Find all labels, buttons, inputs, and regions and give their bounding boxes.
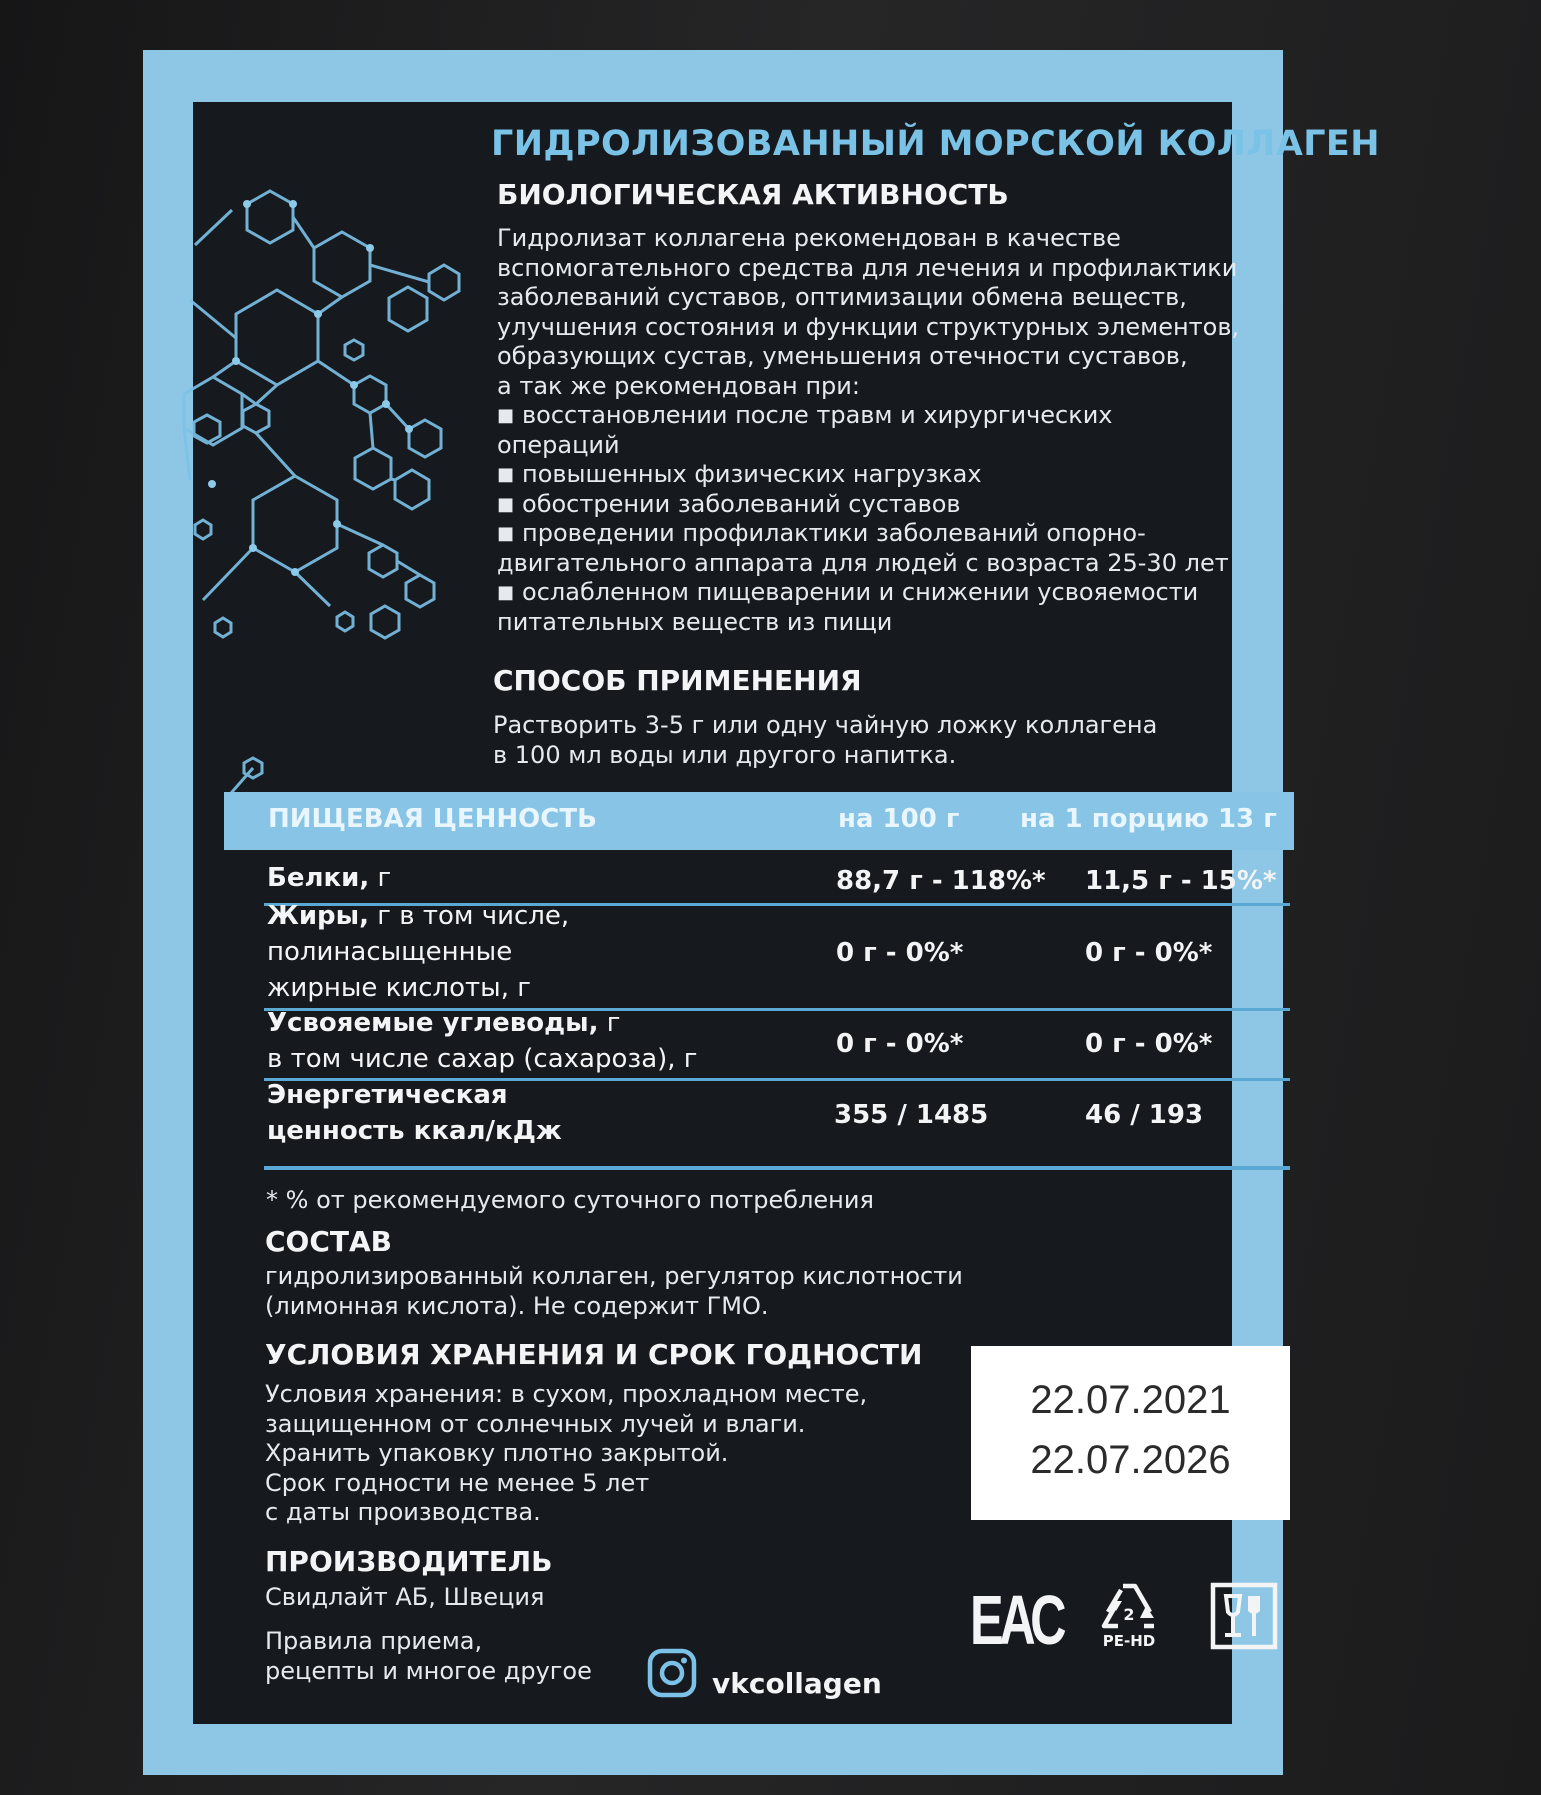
storage-line: защищенном от солнечных лучей и влаги. bbox=[265, 1409, 806, 1438]
composition-line: гидролизированный коллаген, регулятор кислотности bbox=[265, 1262, 963, 1290]
composition-heading: СОСТАВ bbox=[265, 1225, 393, 1258]
storage-line: с даты производства. bbox=[265, 1498, 541, 1526]
bio-line: улучшения состояния и функции структурных элементов, bbox=[497, 312, 1240, 341]
col-per-100g: на 100 г bbox=[838, 804, 960, 834]
eac-mark: ЕАС bbox=[970, 1581, 1063, 1659]
col-per-serving: на 1 порцию 13 г bbox=[1020, 804, 1277, 834]
table-divider bbox=[264, 1166, 1290, 1170]
value-per-serving: 46 / 193 bbox=[1085, 1100, 1204, 1130]
nutrition-header: ПИЩЕВАЯ ЦЕННОСТЬ bbox=[268, 804, 597, 834]
composition-text bbox=[265, 1262, 963, 1321]
expiry-date: 22.07.2026 bbox=[1030, 1438, 1231, 1482]
bio-bullet-cont: двигательного аппарата для людей с возраста 25-30 лет bbox=[497, 548, 1229, 577]
value-per-100g: 355 / 1485 bbox=[834, 1100, 989, 1130]
bio-line: образующих сустав, уменьшения отечности суставов, bbox=[497, 342, 1188, 370]
nutrient-name: Энергетическая bbox=[267, 1080, 508, 1110]
composition-line: (лимонная кислота). Не содержит ГМО. bbox=[265, 1291, 769, 1320]
date-stamp bbox=[971, 1346, 1290, 1520]
bio-bullet: ■ восстановлении после травм и хирургических bbox=[497, 401, 1239, 431]
value-per-100g: 0 г - 0%* bbox=[836, 1029, 964, 1059]
bio-line: вспомогательного средства для лечения и профилактики bbox=[497, 253, 1238, 282]
social-line: Правила приема, bbox=[265, 1627, 483, 1655]
storage-line: Хранить упаковку плотно закрытой. bbox=[265, 1439, 729, 1467]
storage-text bbox=[265, 1380, 867, 1528]
value-per-serving: 11,5 г - 15%* bbox=[1085, 866, 1277, 896]
bio-line: заболеваний суставов, оптимизации обмена веществ, bbox=[497, 283, 1187, 311]
social-line: рецепты и многое другое bbox=[265, 1656, 592, 1685]
nutrient-label bbox=[267, 1077, 562, 1149]
value-per-serving: 0 г - 0%* bbox=[1085, 1029, 1213, 1059]
bio-bullet: ■ обострении заболеваний суставов bbox=[497, 490, 1239, 520]
nutrient-sub: в том числе сахар (сахароза), г bbox=[267, 1044, 698, 1074]
usage-heading: СПОСОБ ПРИМЕНЕНИЯ bbox=[493, 664, 862, 697]
bio-bullet-cont: питательных веществ из пищи bbox=[497, 607, 893, 636]
storage-line: Срок годности не менее 5 лет bbox=[265, 1468, 650, 1497]
instagram-handle: vkcollagen bbox=[712, 1667, 882, 1700]
nutrient-name: Усвояемые углеводы, bbox=[267, 1008, 599, 1038]
manufacturer-heading: ПРОИЗВОДИТЕЛЬ bbox=[265, 1545, 553, 1578]
nutrient-unit: г в том числе, bbox=[369, 901, 570, 931]
bio-bullet: ■ ослабленном пищеварении и снижении усвояемости bbox=[497, 578, 1239, 608]
nutrient-unit: г bbox=[598, 1008, 621, 1038]
usage-line: в 100 мл воды или другого напитка. bbox=[493, 740, 957, 769]
bio-bullet: ■ проведении профилактики заболеваний опорно- bbox=[497, 519, 1239, 549]
bio-line: а так же рекомендован при: bbox=[497, 371, 860, 400]
bio-bullet: ■ повышенных физических нагрузках bbox=[497, 460, 1239, 490]
nutrient-label bbox=[267, 860, 391, 896]
usage-line: Растворить 3-5 г или одну чайную ложку коллагена bbox=[493, 711, 1158, 739]
product-title: ГИДРОЛИЗОВАННЫЙ МОРСКОЙ КОЛЛАГЕН bbox=[491, 124, 1380, 164]
recycle-number: 2 bbox=[1123, 1605, 1135, 1624]
nutrient-name: Жиры, bbox=[267, 901, 370, 931]
storage-heading: УСЛОВИЯ ХРАНЕНИЯ И СРОК ГОДНОСТИ bbox=[265, 1338, 923, 1371]
nutrient-sub: полинасыщенные bbox=[267, 937, 513, 967]
nutrition-header-bar bbox=[224, 792, 1294, 850]
nutrient-label bbox=[267, 898, 569, 1006]
manufacturer-name: Свидлайт АБ, Швеция bbox=[265, 1583, 545, 1611]
value-per-100g: 88,7 г - 118%* bbox=[836, 866, 1046, 896]
nutrient-name: Белки, bbox=[267, 863, 370, 893]
nutrient-label bbox=[267, 1005, 697, 1077]
nutrient-sub: жирные кислоты, г bbox=[267, 973, 531, 1003]
bio-heading: БИОЛОГИЧЕСКАЯ АКТИВНОСТЬ bbox=[497, 178, 1009, 211]
production-date: 22.07.2021 bbox=[1030, 1378, 1231, 1422]
storage-line: Условия хранения: в сухом, прохладном месте, bbox=[265, 1380, 868, 1408]
food-contact-icon bbox=[1210, 1582, 1278, 1650]
recycle-icon bbox=[1096, 1578, 1162, 1650]
nutrient-unit: г bbox=[369, 863, 392, 893]
nutrient-sub: ценность ккал/кДж bbox=[267, 1116, 562, 1146]
value-per-100g: 0 г - 0%* bbox=[836, 938, 964, 968]
value-per-serving: 0 г - 0%* bbox=[1085, 938, 1213, 968]
bio-bullet-cont: операций bbox=[497, 430, 620, 459]
instagram-icon bbox=[647, 1648, 697, 1698]
bio-line: Гидролизат коллагена рекомендован в качестве bbox=[497, 224, 1121, 252]
recycle-code: PE-HD bbox=[1102, 1632, 1156, 1650]
bio-text bbox=[497, 224, 1239, 637]
footnote: * % от рекомендуемого суточного потребления bbox=[266, 1186, 874, 1214]
usage-text bbox=[493, 711, 1157, 770]
social-text bbox=[265, 1627, 592, 1686]
